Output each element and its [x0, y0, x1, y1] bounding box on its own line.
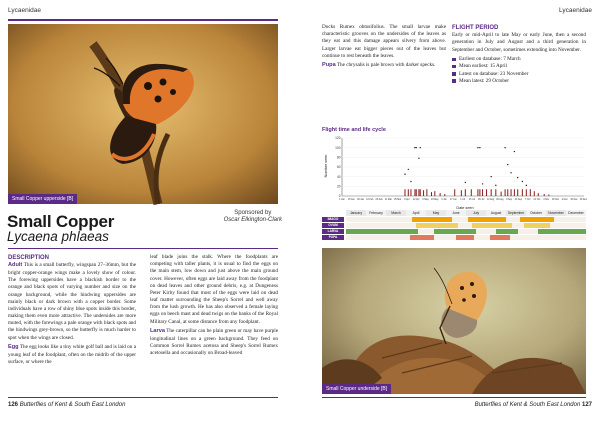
sponsor-block [224, 210, 282, 224]
count-bar [471, 189, 472, 196]
egg-lead: Egg [8, 344, 19, 351]
data-point [479, 147, 480, 148]
right-column-1 [322, 24, 446, 73]
right-page [300, 0, 600, 424]
data-point [408, 169, 409, 170]
x-tick-label: 16 Dec [570, 199, 578, 201]
x-tick-label: 26 Aug [496, 199, 504, 201]
upperside-photo [8, 24, 278, 204]
month-label: September [507, 211, 525, 215]
count-bar [423, 190, 424, 196]
count-bar [544, 194, 545, 196]
phase-segment [472, 223, 512, 228]
x-tick-label: 22 Apr [412, 199, 420, 201]
data-point [522, 181, 523, 182]
count-bar [431, 192, 432, 196]
count-bar [526, 189, 527, 196]
count-bar [479, 189, 480, 196]
count-bar [444, 194, 445, 196]
data-point [414, 147, 415, 148]
description-heading: DESCRIPTION [8, 255, 50, 261]
underside-photo [322, 248, 586, 394]
count-bar [416, 189, 417, 196]
count-bar [511, 189, 512, 196]
data-point [404, 174, 405, 175]
phase-segment [346, 229, 418, 234]
x-tick-label: 1 Jan [339, 199, 345, 201]
left-column-1 [8, 254, 136, 369]
larva-lead: Larva [150, 328, 165, 335]
count-bar [501, 192, 502, 196]
count-bar [465, 189, 466, 196]
count-bar [530, 189, 531, 196]
data-point [504, 147, 505, 148]
page-number-left: 126 [8, 402, 19, 408]
x-tick-label: 8 Apr [404, 199, 410, 201]
flight-stat-item: Mean latest: 29 October [452, 78, 586, 85]
data-point [514, 151, 515, 152]
running-head-right: Lycaenidae [558, 7, 592, 14]
flight-stat-item: Earliest on database: 7 March [452, 56, 586, 63]
count-bar [477, 189, 478, 196]
count-bar [461, 190, 462, 196]
phase-label: OVUM [322, 223, 344, 228]
count-bar [434, 191, 435, 196]
y-tick-label: 120 [335, 136, 341, 141]
flight-time-chart [322, 134, 586, 210]
x-tick-label: 7 Oct [524, 199, 531, 201]
count-bar [538, 193, 539, 196]
x-tick-label: 4 Nov [543, 199, 550, 201]
data-point [416, 147, 417, 148]
larva-text: The caterpillar can be plain green or may have purple longitudinal lines on a green background. They feed on Common Sorrel Rumex acetosa and Sheep's Sorrel Rumex acetosella and occasionally on Broad-leaved [150, 328, 279, 357]
x-tick-label: 29 Jul [478, 199, 485, 201]
data-point [465, 182, 466, 183]
underside-caption: Small Copper underside [B] [322, 384, 391, 394]
phase-segment [520, 217, 554, 222]
chart-caption: Flight time and life cycle [322, 127, 386, 133]
adult-text: This is a small butterfly, wingspan 27–36mm, but the bright copper-orange wings make a lovely show of colour. The forewing uppersides have a blackish border to the orange and black spots of varying number and size on the orange background, while the hindwing uppersides are mainly black or dark brown with a copper border. Some individuals have a row of shiny blue spots inside this border, making them even more attractive. The undersides are more muted, with the forewings a pale orange with black spots and the hindwings grey-brown, so the butterfly is much harder to spot when the wings are closed. [8, 262, 137, 341]
x-tick-label: 25 Mar [394, 199, 402, 201]
y-tick-label: 0 [338, 194, 341, 199]
footer-rule-right [322, 397, 586, 398]
data-points [404, 147, 527, 186]
right-column-2 [452, 24, 586, 85]
y-tick-label: 100 [335, 145, 341, 150]
x-tick-label: 12 Aug [486, 199, 495, 201]
daily-count-bars [404, 189, 549, 196]
running-head-left: Lycaenidae [8, 7, 42, 14]
count-bar [517, 189, 518, 196]
sponsor-name: Oscar Elkington-Clark [223, 217, 282, 224]
x-tick-label: 17 Jun [449, 199, 457, 201]
phase-segment [434, 229, 476, 234]
count-bar [514, 189, 515, 196]
x-tick-labels [339, 198, 588, 201]
phase-segment [524, 223, 550, 228]
book-title-right: Butterflies of Kent & South East London [474, 402, 581, 408]
species-common-name: Small Copper [7, 212, 115, 231]
book-title-left: Butterflies of Kent & South East London [19, 402, 126, 408]
month-label: January [346, 210, 366, 216]
phase-segment [468, 217, 506, 222]
phase-label: IMAGO [322, 217, 344, 222]
count-bar [491, 189, 492, 196]
data-point [418, 158, 419, 159]
x-tick-label: 30 Dec [579, 199, 587, 201]
header-rule-left [8, 19, 278, 21]
life-cycle-chart [322, 210, 586, 242]
egg-paragraph [8, 344, 136, 366]
y-tick-labels [335, 136, 341, 198]
phase-label: PUPA [322, 235, 344, 240]
flight-period-heading: FLIGHT PERIOD [452, 25, 499, 31]
page-number-right: 127 [581, 402, 592, 408]
footer-rule-left [8, 397, 278, 398]
count-bar [454, 189, 455, 196]
small-copper-underside-image [322, 248, 586, 394]
y-tick-label: 80 [336, 155, 341, 160]
count-bar [548, 195, 549, 196]
x-tick-label: 18 Nov [551, 199, 560, 201]
data-point [410, 181, 411, 182]
month-label: December [566, 210, 586, 216]
title-rule [8, 248, 278, 249]
count-bar [522, 189, 523, 196]
flight-stat-item: Latest on database: 23 November [452, 71, 586, 78]
month-label: July [466, 210, 486, 216]
y-tick-label: 20 [336, 184, 341, 189]
month-label: February [366, 210, 386, 216]
species-latin-name: Lycaena phlaeas [7, 229, 109, 244]
count-bar [420, 189, 421, 196]
y-tick-label: 60 [336, 165, 341, 170]
y-axis-label: Number seen [324, 154, 328, 178]
count-bar [507, 189, 508, 196]
data-point [510, 172, 511, 173]
count-bar [440, 193, 441, 196]
x-tick-label: 20 May [431, 199, 439, 201]
data-point [490, 176, 491, 177]
adult-paragraph [8, 262, 136, 341]
count-bar [534, 191, 535, 196]
x-tick-label: 23 Sep [514, 199, 523, 201]
egg-continued-paragraph: leaf blade joins the stalk. Where the foodplants are competing with taller plants, it is usual to find the eggs on the main stem, low down and just above the main ground cover. However, often eggs are laid away from the foodplant on dead leaves and other ground debris, e.g. at Dungeness Peter Kirby found that most of the eggs were laid on dead leaf matter surrounding the Sheep's Sorrel and well away from the lush growth. He has also observed a female laying eggs on beech mast and dead twigs on the banks of the Royal Military Canal, at some distance from any foodplant. [150, 254, 278, 325]
phase-segment [412, 217, 452, 222]
count-bar [495, 189, 496, 196]
phase-segment [416, 223, 458, 228]
flight-period-text: Early or mid-April to late May or early June, then a second generation in July and August and a third generation in September and October, sometimes extending into November. [452, 32, 586, 53]
x-tick-label: 29 Jan [357, 199, 365, 201]
phase-segment [490, 235, 510, 240]
x-tick-label: 2 Dec [561, 199, 568, 201]
month-label: October [526, 210, 546, 216]
data-point [482, 183, 483, 184]
data-point [517, 177, 518, 178]
y-tick-label: 40 [336, 174, 341, 179]
small-copper-upperside-image [8, 24, 278, 204]
larva-continued-paragraph: Docks Rumex obtusifolius. The small larvae make characteristic grooves on the undersides of the leaves as they eat and this damage appears silvery from above. Larger larvae eat bigger pieces out of the leaves but continue to rest beneath the leaves. [322, 24, 446, 59]
data-point [420, 147, 421, 148]
flight-stat-item: Mean earliest: 15 April [452, 63, 586, 70]
month-label: November [546, 210, 566, 216]
count-bar [426, 189, 427, 196]
phase-segment [410, 235, 434, 240]
adult-lead: Adult [8, 262, 23, 269]
count-bar [414, 189, 415, 196]
data-point [477, 147, 478, 148]
x-tick-label: 3 Jun [441, 199, 447, 201]
flight-stats-list [452, 56, 586, 85]
x-tick-label: 12 Feb [366, 199, 374, 201]
phase-segment [456, 235, 474, 240]
pupa-text: The chrysalis is pale brown with darker specks. [336, 62, 436, 69]
count-bar [408, 189, 409, 196]
count-bar [482, 189, 483, 196]
data-point [526, 185, 527, 186]
x-tick-label: 21 Oct [533, 199, 541, 201]
pupa-lead: Pupa [322, 62, 336, 69]
x-tick-label: 11 Mar [384, 199, 392, 201]
x-tick-label: 15 Jan [347, 199, 355, 201]
phase-track [346, 223, 586, 228]
month-label: May [426, 210, 446, 216]
left-column-2 [150, 254, 278, 360]
x-axis-label: Date seen [456, 206, 474, 210]
sponsor-label: Sponsored by [234, 210, 272, 216]
x-tick-label: 15 Jul [468, 199, 476, 201]
month-label: March [386, 210, 406, 216]
x-tick-label: 26 Feb [375, 199, 383, 201]
phase-segment [538, 229, 586, 234]
count-bar [410, 189, 411, 196]
month-label: June [446, 210, 466, 216]
count-bar [418, 189, 419, 196]
pupa-paragraph [322, 62, 446, 70]
chart-axes [342, 138, 584, 196]
month-label: August [486, 210, 506, 216]
larva-paragraph [150, 328, 278, 357]
month-label: April [406, 210, 426, 216]
count-bar [505, 189, 506, 196]
data-point [507, 164, 508, 165]
x-tick-label: 9 Sep [506, 199, 513, 201]
folio-right [475, 402, 592, 408]
data-point [495, 185, 496, 186]
egg-text: The egg looks like a tiny white golf ball and is laid on a young leaf of the foodplant, often on the midrib of the upper surface, or where the [8, 344, 137, 366]
x-tick-label: 1 Jul [460, 199, 466, 201]
phase-segment [496, 229, 518, 234]
x-tick-label: 6 May [422, 199, 429, 201]
folio-left [8, 402, 125, 408]
count-bar [404, 189, 405, 196]
upperside-caption: Small Copper upperside [B] [8, 194, 77, 204]
phase-label: LARVA [322, 229, 344, 234]
count-bar [486, 189, 487, 196]
